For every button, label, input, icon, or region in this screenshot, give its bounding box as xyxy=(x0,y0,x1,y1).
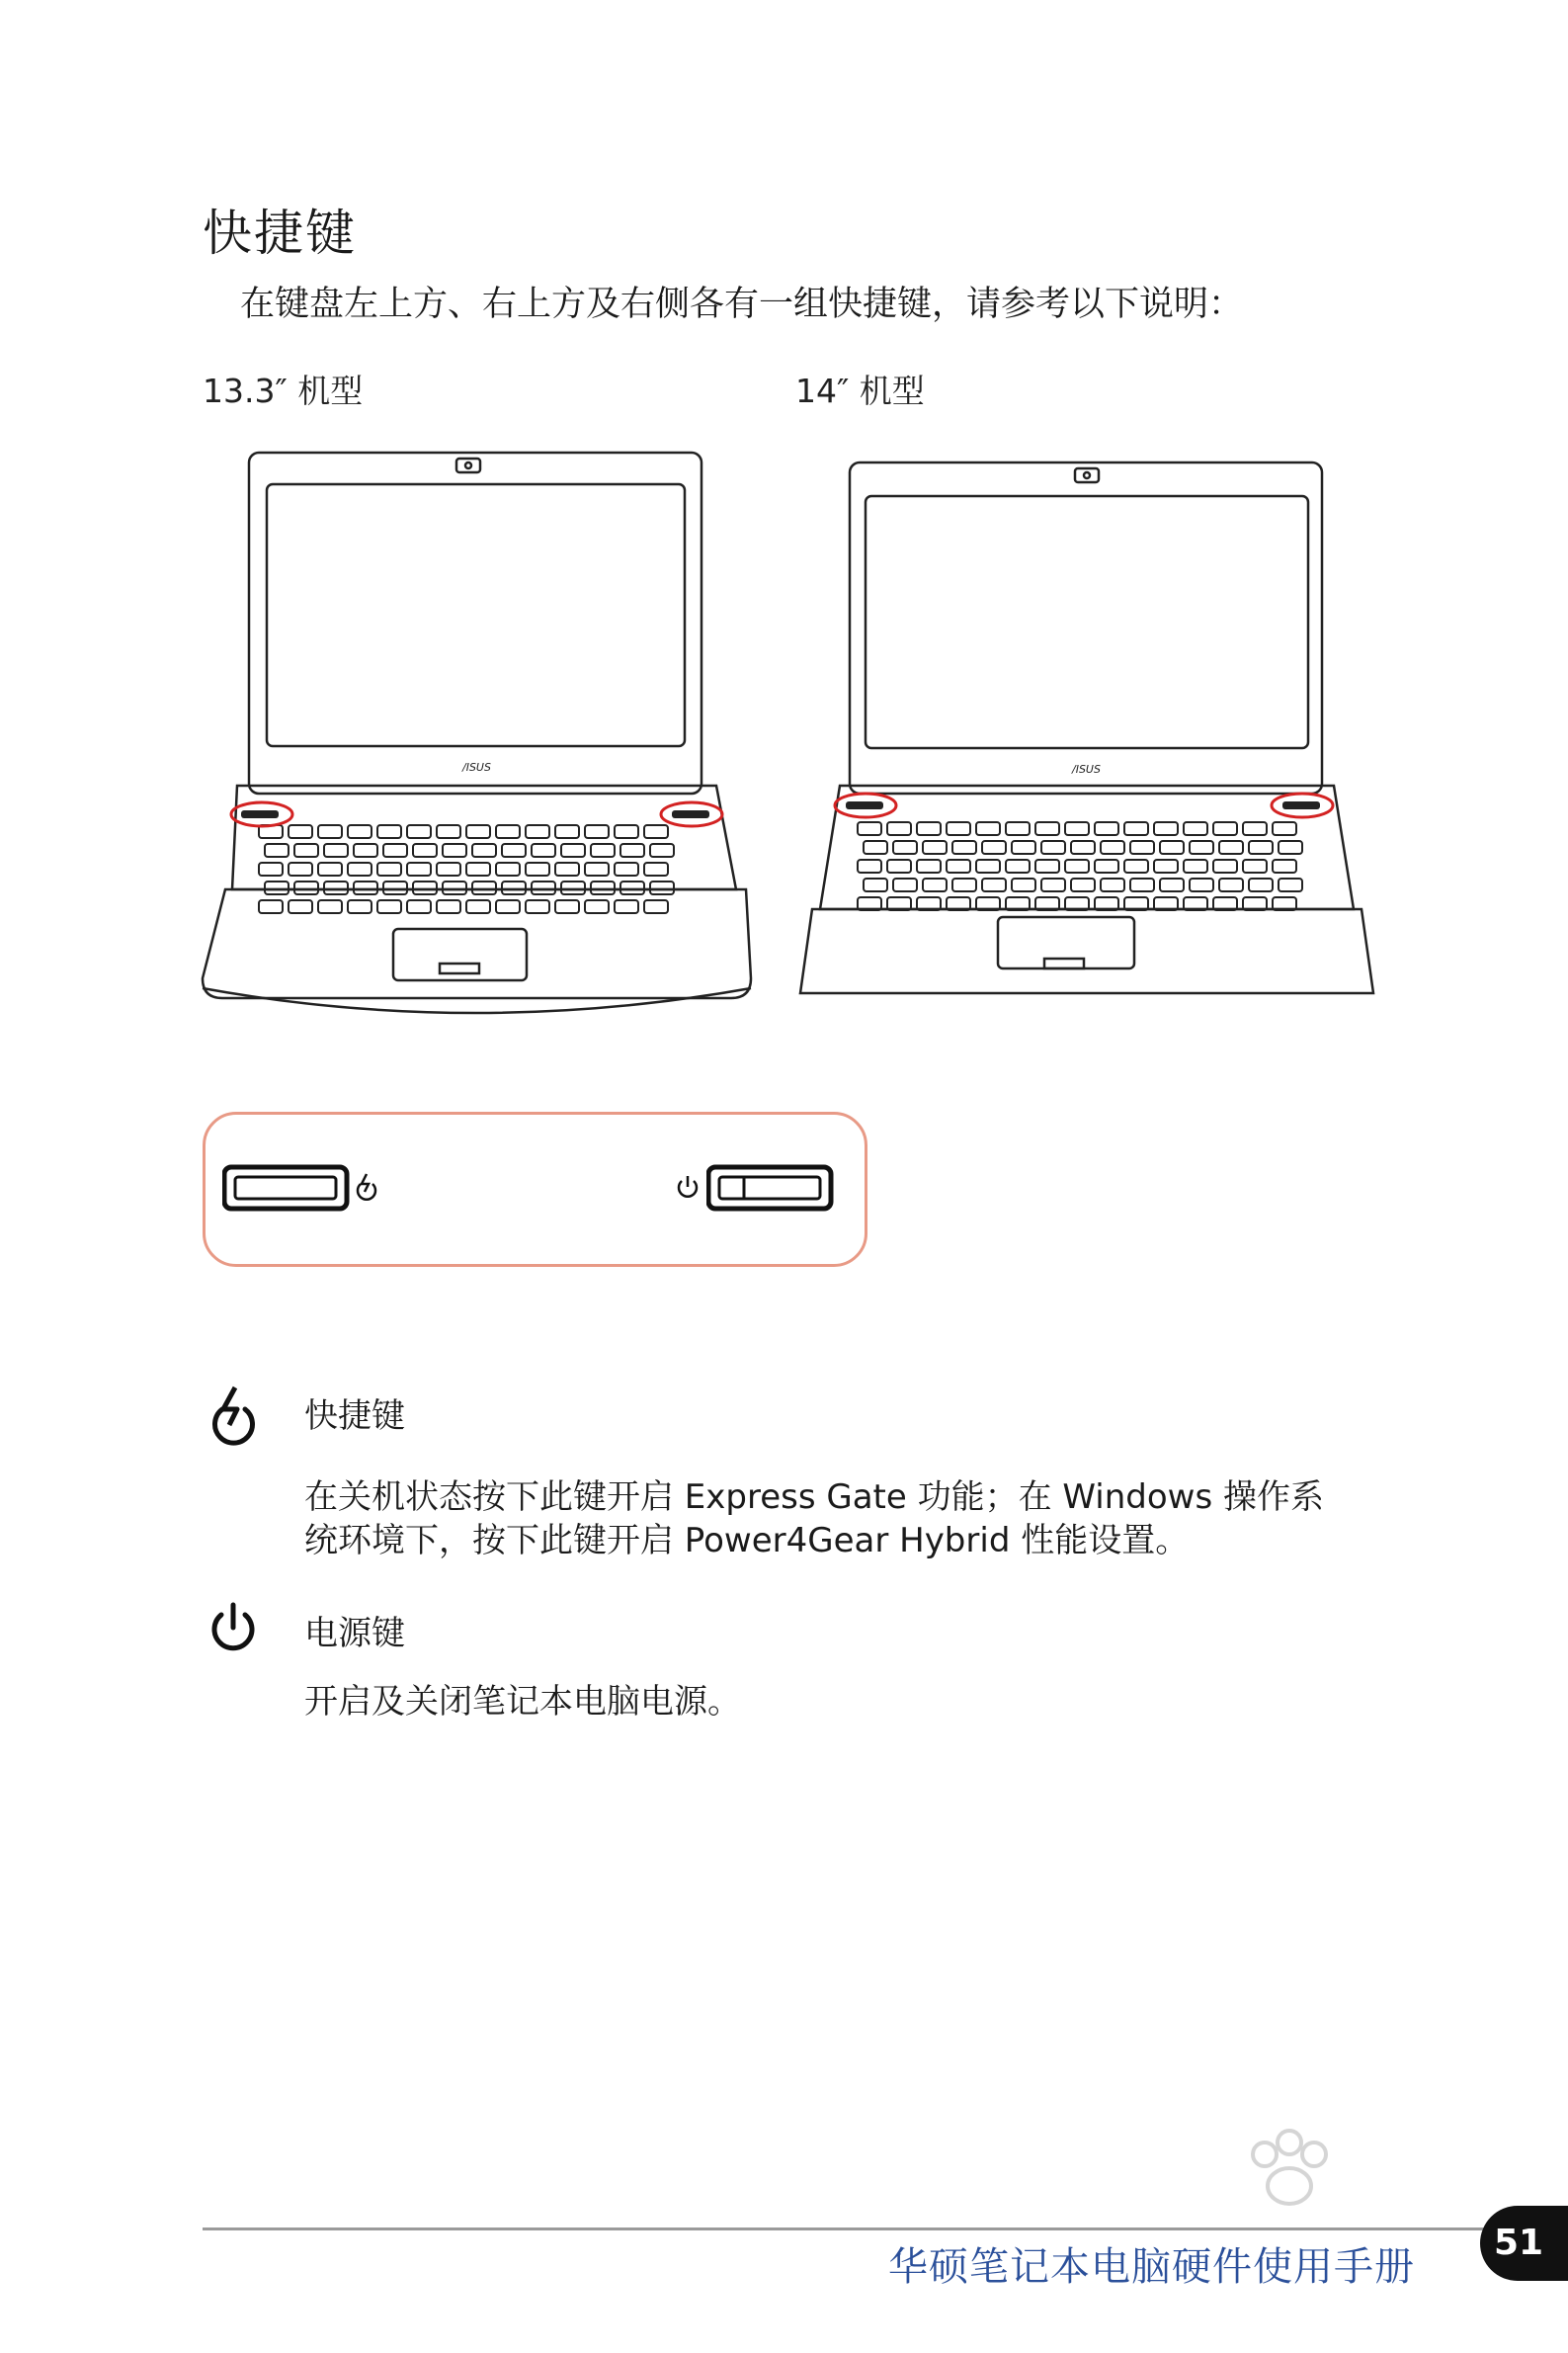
keyboard-key xyxy=(1041,841,1065,854)
keyboard-key xyxy=(1124,860,1148,873)
keyboard-key xyxy=(1279,879,1302,891)
keyboard-key xyxy=(1124,822,1148,835)
footer-divider xyxy=(203,2227,1492,2230)
keyboard-key xyxy=(318,825,342,838)
keyboard-key xyxy=(1243,860,1267,873)
keyboard-key xyxy=(354,844,377,857)
keyboard-key xyxy=(1065,860,1089,873)
keyboard-key xyxy=(644,900,668,913)
keyboard-key xyxy=(591,882,615,894)
keyboard-key xyxy=(1160,841,1184,854)
keyboard-key xyxy=(1273,860,1296,873)
keyboard-key xyxy=(413,882,437,894)
keyboard-key xyxy=(443,844,466,857)
keyboard-key xyxy=(348,900,371,913)
keyboard-key xyxy=(1012,879,1035,891)
keyboard-key xyxy=(324,882,348,894)
keyboard-key xyxy=(615,863,638,876)
keyboard-key xyxy=(620,882,644,894)
keyboard-key xyxy=(289,825,312,838)
keyboard-key xyxy=(917,822,941,835)
keyboard-key xyxy=(947,822,970,835)
keyboard-key xyxy=(591,844,615,857)
keyboard-key xyxy=(1035,860,1059,873)
keyboard-key xyxy=(532,844,555,857)
keyboard-key xyxy=(644,863,668,876)
keyboard-key xyxy=(1249,879,1273,891)
express-gate-key xyxy=(222,1164,351,1214)
keyboard-key xyxy=(1273,822,1296,835)
keyboard-key xyxy=(1006,860,1030,873)
keyboard-key xyxy=(466,863,490,876)
keyboard-key xyxy=(1130,879,1154,891)
express-gate-icon xyxy=(207,1384,259,1449)
keyboard-key xyxy=(1154,822,1178,835)
keyboard-key xyxy=(324,844,348,857)
keyboard-key xyxy=(1071,879,1095,891)
keyboard-key xyxy=(1154,860,1178,873)
keyboard-key xyxy=(502,844,526,857)
keyboard-key xyxy=(407,863,431,876)
keyboard-key xyxy=(1219,879,1243,891)
model-label-14: 14″ 机型 xyxy=(795,372,925,410)
brand-logo: /ISUS xyxy=(462,761,491,774)
keyboard-key xyxy=(526,825,549,838)
keyboard-key xyxy=(1243,822,1267,835)
keyboard-key xyxy=(893,879,917,891)
keyboard-key xyxy=(982,879,1006,891)
keyboard-key xyxy=(348,863,371,876)
legend-power-title: 电源键 xyxy=(304,1614,405,1653)
keyboard-key xyxy=(526,900,549,913)
keyboard-key xyxy=(265,882,289,894)
keyboard-key xyxy=(585,863,609,876)
power-icon xyxy=(207,1601,259,1656)
keyboard-key xyxy=(466,900,490,913)
keyboard-key xyxy=(348,825,371,838)
keyboard-key xyxy=(1130,841,1154,854)
keyboard-key xyxy=(383,844,407,857)
keyboard-key xyxy=(526,863,549,876)
keyboard-key xyxy=(259,900,283,913)
legend-express-title: 快捷键 xyxy=(304,1396,405,1436)
keyboard-key xyxy=(1219,841,1243,854)
keyboard-key xyxy=(650,882,674,894)
keyboard-key xyxy=(496,900,520,913)
keyboard-key xyxy=(561,844,585,857)
keyboard-key xyxy=(858,860,881,873)
keyboard-key xyxy=(561,882,585,894)
keyboard-key xyxy=(1012,841,1035,854)
page-number-badge: 51 xyxy=(1480,2206,1568,2281)
keyboard-key xyxy=(354,882,377,894)
keyboard-key xyxy=(1101,841,1124,854)
keyboard-key xyxy=(615,900,638,913)
keyboard-key xyxy=(952,879,976,891)
model-label-13-3: 13.3″ 机型 xyxy=(203,372,364,410)
keyboard-key xyxy=(947,860,970,873)
keyboard-key xyxy=(259,863,283,876)
keyboard-key xyxy=(585,900,609,913)
keyboard-key xyxy=(650,844,674,857)
keyboard-key xyxy=(585,825,609,838)
watermark-logo xyxy=(1116,2115,1472,2243)
keyboard-key xyxy=(1035,822,1059,835)
keyboard-key xyxy=(555,825,579,838)
keyboard-key xyxy=(377,863,401,876)
keyboard-key xyxy=(555,863,579,876)
keyboard-key xyxy=(887,860,911,873)
keyboard-key xyxy=(294,844,318,857)
keyboard-key xyxy=(472,844,496,857)
keyboard-key xyxy=(893,841,917,854)
legend-power-line1: 开启及关闭笔记本电脑电源。 xyxy=(304,1682,741,1722)
keyboard-key xyxy=(976,822,1000,835)
keyboard-key xyxy=(615,825,638,838)
keyboard-key xyxy=(289,900,312,913)
keyboard-key xyxy=(413,844,437,857)
keyboard-key xyxy=(976,860,1000,873)
keyboard-key xyxy=(887,822,911,835)
keyboard-key xyxy=(917,860,941,873)
keyboard-key xyxy=(265,844,289,857)
power-key xyxy=(706,1164,835,1214)
keyboard-key xyxy=(1006,822,1030,835)
keyboard-key xyxy=(294,882,318,894)
keyboard-key xyxy=(496,863,520,876)
keyboard-key xyxy=(1213,860,1237,873)
keyboard-key xyxy=(1190,879,1213,891)
keyboard-key xyxy=(1213,822,1237,835)
keyboard-key xyxy=(377,900,401,913)
keyboard-key xyxy=(437,900,460,913)
keyboard-key xyxy=(318,900,342,913)
keyboard-key xyxy=(502,882,526,894)
keyboard-key xyxy=(1160,879,1184,891)
express-gate-icon xyxy=(354,1171,379,1203)
keyboard-key xyxy=(858,822,881,835)
keyboard-key xyxy=(555,900,579,913)
keyboard-key xyxy=(952,841,976,854)
keyboard-key xyxy=(644,825,668,838)
intro-paragraph: 在键盘左上方、右上方及右侧各有一组快捷键，请参考以下说明： xyxy=(240,285,1244,324)
keyboard-key xyxy=(437,825,460,838)
legend-express-line2: 统环境下，按下此键开启 Power4Gear Hybrid 性能设置。 xyxy=(304,1521,1190,1560)
keyboard-key xyxy=(1101,879,1124,891)
footer-manual-title: 华硕笔记本电脑硬件使用手册 xyxy=(888,2244,1415,2290)
keyboard-key xyxy=(1190,841,1213,854)
keyboard-key xyxy=(1041,879,1065,891)
keyboard-key xyxy=(923,879,947,891)
page-heading: 快捷键 xyxy=(203,205,357,262)
keyboard-key xyxy=(443,882,466,894)
keyboard-key xyxy=(532,882,555,894)
keyboard-key xyxy=(466,825,490,838)
keyboard-key xyxy=(1065,822,1089,835)
legend-express-line1: 在关机状态按下此键开启 Express Gate 功能；在 Windows 操作系 xyxy=(304,1477,1325,1517)
keyboard-key xyxy=(1279,841,1302,854)
keyboard-key xyxy=(318,863,342,876)
keyboard-key xyxy=(1184,822,1207,835)
keyboard-key xyxy=(1249,841,1273,854)
laptop-13-3-illustration xyxy=(198,445,756,1028)
keyboard-key xyxy=(982,841,1006,854)
keyboard-key xyxy=(864,841,887,854)
keyboard-key xyxy=(1095,822,1118,835)
laptop-14-illustration xyxy=(790,455,1378,1008)
keyboard-key xyxy=(496,825,520,838)
keyboard-key xyxy=(472,882,496,894)
keyboard-grid-14 xyxy=(858,822,1302,910)
keyboard-key xyxy=(864,879,887,891)
keyboard-key xyxy=(1095,860,1118,873)
brand-logo-14: /ISUS xyxy=(1072,763,1101,776)
keyboard-key xyxy=(407,825,431,838)
keyboard-key xyxy=(383,882,407,894)
keyboard-key xyxy=(923,841,947,854)
keyboard-key xyxy=(1184,860,1207,873)
keyboard-key xyxy=(437,863,460,876)
power-icon xyxy=(675,1173,701,1203)
keyboard-key xyxy=(1071,841,1095,854)
keyboard-key xyxy=(377,825,401,838)
keyboard-grid-13 xyxy=(259,825,674,913)
keyboard-key xyxy=(289,863,312,876)
keyboard-key xyxy=(620,844,644,857)
keyboard-key xyxy=(407,900,431,913)
